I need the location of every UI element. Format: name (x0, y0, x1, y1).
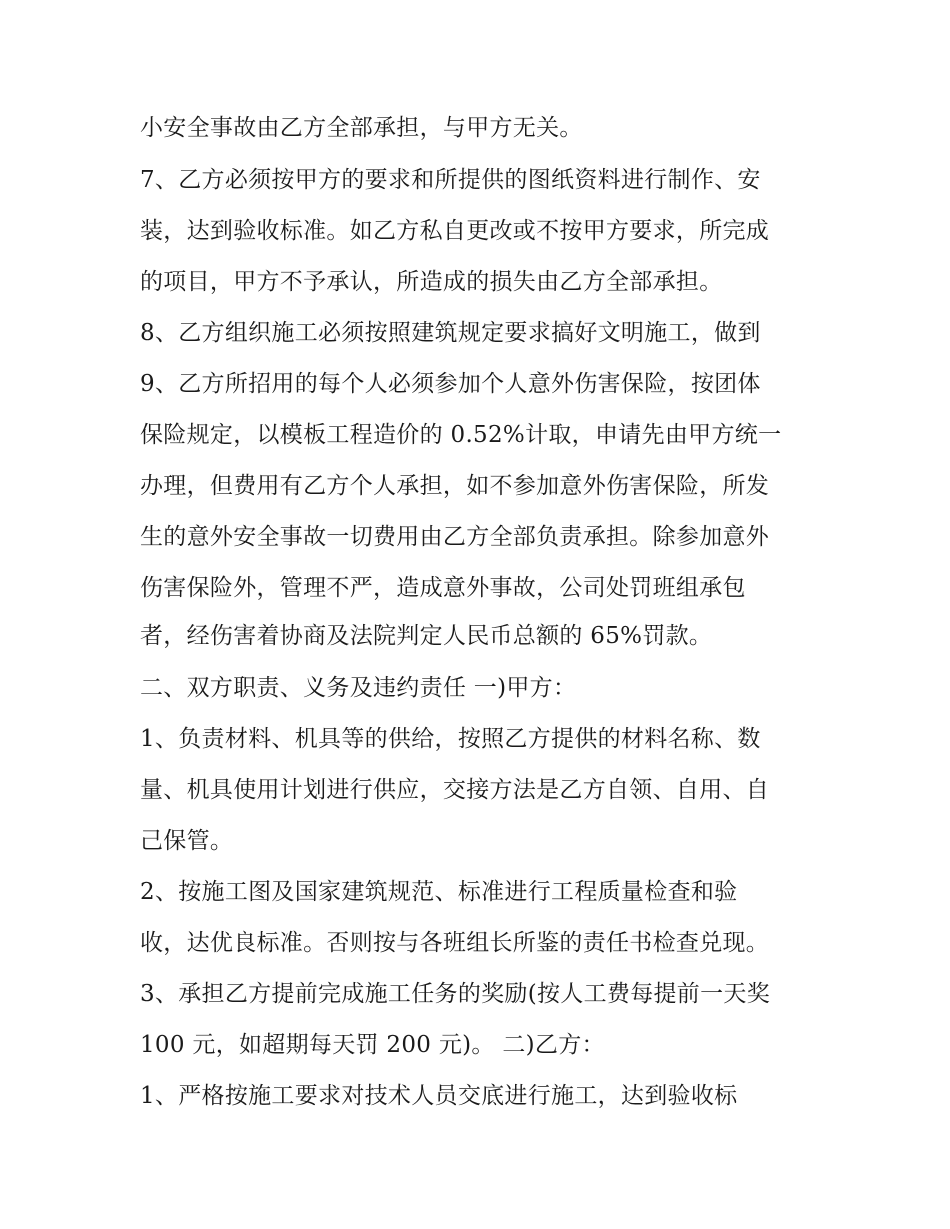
text-line: 小安全事故由乙方全部承担，与甲方无关。 (140, 115, 583, 141)
text-line: 收，达优良标准。否则按与各班组长所鉴的责任书检查兑现。 (140, 930, 770, 956)
text-line: 9、乙方所招用的每个人必须参加个人意外伤害保险，按团体 (140, 371, 761, 397)
text-line: 7、乙方必须按甲方的要求和所提供的图纸资料进行制作、安 (140, 167, 761, 193)
text-line: 100 元，如超期每天罚 200 元)。 二)乙方： (140, 1032, 605, 1058)
text-line: 3、承担乙方提前完成施工任务的奖励(按人工费每提前一天奖 (140, 981, 771, 1007)
text-line: 伤害保险外，管理不严，造成意外事故，公司处罚班组承包 (140, 575, 746, 601)
section-heading: 二、双方职责、义务及违约责任 一)甲方： (140, 675, 577, 701)
text-line: 生的意外安全事故一切费用由乙方全部负责承担。除参加意外 (140, 524, 770, 550)
text-line: 己保管。 (140, 828, 234, 854)
text-line: 1、负责材料、机具等的供给，按照乙方提供的材料名称、数 (140, 726, 761, 752)
text-line: 办理，但费用有乙方个人承担，如不参加意外伤害保险，所发 (140, 473, 770, 499)
text-line: 保险规定，以模板工程造价的 0.52%计取，申请先由甲方统一 (140, 422, 782, 448)
text-line: 量、机具使用计划进行供应，交接方法是乙方自领、自用、自 (140, 777, 770, 803)
text-line: 1、严格按施工要求对技术人员交底进行施工，达到验收标 (140, 1083, 738, 1109)
text-line: 8、乙方组织施工必须按照建筑规定要求搞好文明施工，做到 (140, 320, 761, 346)
text-line: 2、按施工图及国家建筑规范、标准进行工程质量检查和验 (140, 879, 738, 905)
text-line: 者，经伤害着协商及法院判定人民币总额的 65%罚款。 (140, 623, 713, 649)
text-line: 装，达到验收标准。如乙方私自更改或不按甲方要求，所完成 (140, 218, 770, 244)
text-line: 的项目，甲方不予承认，所造成的损失由乙方全部承担。 (140, 269, 723, 295)
